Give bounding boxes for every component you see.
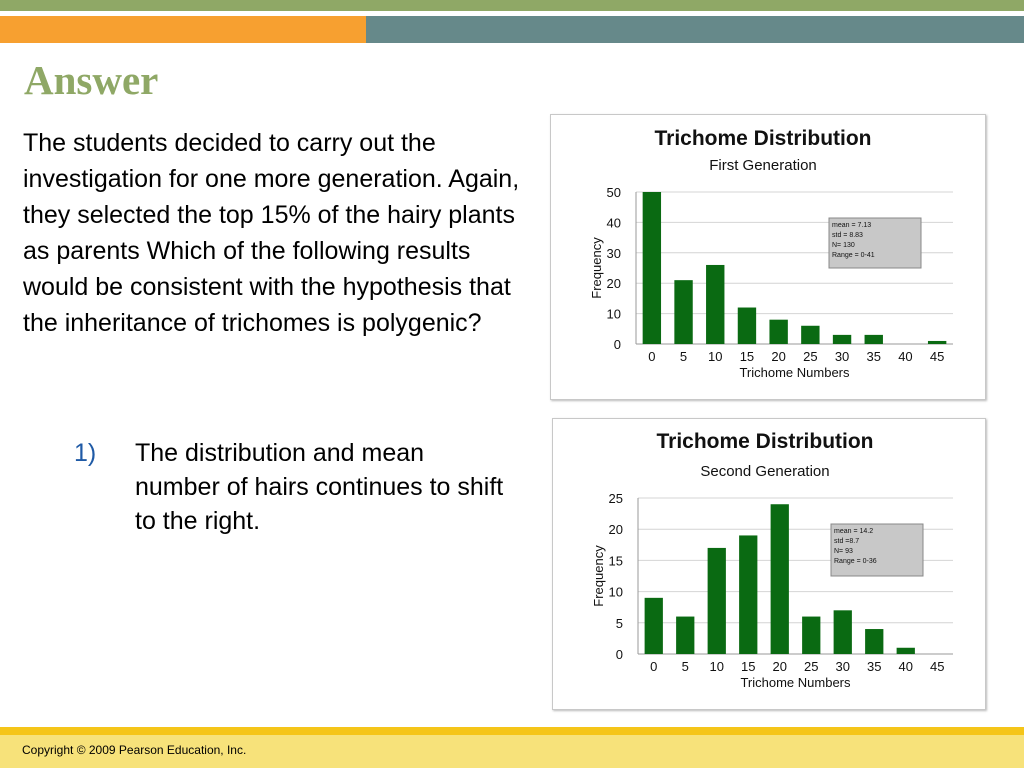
chart-second-generation xyxy=(552,418,986,710)
footer-accent-strip xyxy=(0,727,1024,735)
x-tick-label: 40 xyxy=(898,349,913,364)
chart-title: Trichome Distribution xyxy=(656,430,874,453)
x-tick-label: 10 xyxy=(708,349,723,364)
y-tick-label: 20 xyxy=(606,276,621,292)
stats-line: std = 8.83 xyxy=(832,232,863,239)
bar xyxy=(897,648,915,654)
slide-title: Answer xyxy=(24,57,159,103)
chart-subtitle: First Generation xyxy=(709,157,817,174)
stats-line: N= 130 xyxy=(832,242,855,249)
y-axis-label: Frequency xyxy=(589,237,604,299)
x-tick-label: 35 xyxy=(867,659,882,674)
stats-line: mean = 7.13 xyxy=(832,222,872,229)
y-tick-label: 10 xyxy=(606,306,621,322)
question-text: The students decided to carry out the investigation for one more generation. Again, they selected the top 15% of the hairy plants as parents Which of the following results would be consistent with the hypothesis that the inheritance of trichomes is polygenic? xyxy=(23,129,520,337)
x-tick-label: 25 xyxy=(803,349,818,364)
x-tick-label: 30 xyxy=(835,659,850,674)
bar xyxy=(833,335,851,344)
y-tick-label: 0 xyxy=(615,647,623,662)
copyright-text: Copyright © 2009 Pearson Education, Inc. xyxy=(22,743,247,757)
chart-title: Trichome Distribution xyxy=(654,127,872,150)
header-band-orange xyxy=(0,16,366,43)
bar xyxy=(738,308,756,344)
bar xyxy=(802,617,820,654)
chart-first-generation-svg xyxy=(551,115,985,399)
x-tick-label: 35 xyxy=(866,349,881,364)
x-tick-label: 45 xyxy=(930,659,945,674)
bar xyxy=(771,504,789,654)
chart-second-generation-svg xyxy=(553,419,985,709)
x-tick-label: 30 xyxy=(834,349,850,364)
chart-subtitle: Second Generation xyxy=(700,463,830,480)
x-tick-label: 15 xyxy=(741,659,756,674)
x-tick-label: 5 xyxy=(679,349,688,364)
bar xyxy=(865,335,883,344)
x-axis-label: Trichome Numbers xyxy=(740,675,851,690)
x-tick-label: 5 xyxy=(681,659,689,674)
top-accent-band xyxy=(0,0,1024,11)
y-tick-label: 25 xyxy=(608,491,623,506)
header-band-teal xyxy=(366,16,1024,43)
bar xyxy=(865,629,883,654)
bar xyxy=(769,320,787,344)
stats-line: mean = 14.2 xyxy=(834,528,874,535)
bar xyxy=(643,192,661,344)
bar xyxy=(676,617,694,654)
y-tick-label: 40 xyxy=(606,215,621,231)
y-tick-label: 5 xyxy=(615,615,623,631)
x-tick-label: 10 xyxy=(709,659,724,674)
y-tick-label: 20 xyxy=(608,522,623,538)
bar xyxy=(674,280,692,344)
option-number: 1) xyxy=(74,439,97,467)
x-tick-label: 25 xyxy=(804,659,819,674)
chart-first-generation xyxy=(550,114,986,400)
bar xyxy=(834,610,852,654)
bar xyxy=(645,598,663,654)
footer-bar xyxy=(0,735,1024,768)
y-axis-label: Frequency xyxy=(591,545,606,607)
stats-line: std =8.7 xyxy=(834,538,860,545)
y-tick-label: 10 xyxy=(608,584,623,600)
bar xyxy=(708,548,726,654)
x-tick-label: 40 xyxy=(898,659,913,674)
bar xyxy=(801,326,819,344)
stats-line: Range = 0-36 xyxy=(834,558,877,565)
x-tick-label: 0 xyxy=(650,659,658,674)
x-tick-label: 0 xyxy=(648,349,656,364)
x-tick-label: 20 xyxy=(771,349,786,364)
x-axis-label: Trichome Numbers xyxy=(739,365,850,380)
y-tick-label: 0 xyxy=(613,337,621,352)
x-tick-label: 20 xyxy=(772,659,787,674)
y-tick-label: 30 xyxy=(606,245,621,261)
bar xyxy=(706,265,724,344)
bar xyxy=(739,535,757,654)
stats-line: N= 93 xyxy=(834,548,853,555)
x-tick-label: 15 xyxy=(739,349,755,364)
stats-line: Range = 0-41 xyxy=(832,252,875,259)
option-text: The distribution and mean number of hairs continues to shift to the right. xyxy=(135,439,504,535)
x-tick-label: 45 xyxy=(929,349,945,364)
y-tick-label: 50 xyxy=(606,185,621,200)
y-tick-label: 15 xyxy=(608,553,623,569)
bar xyxy=(928,341,946,344)
